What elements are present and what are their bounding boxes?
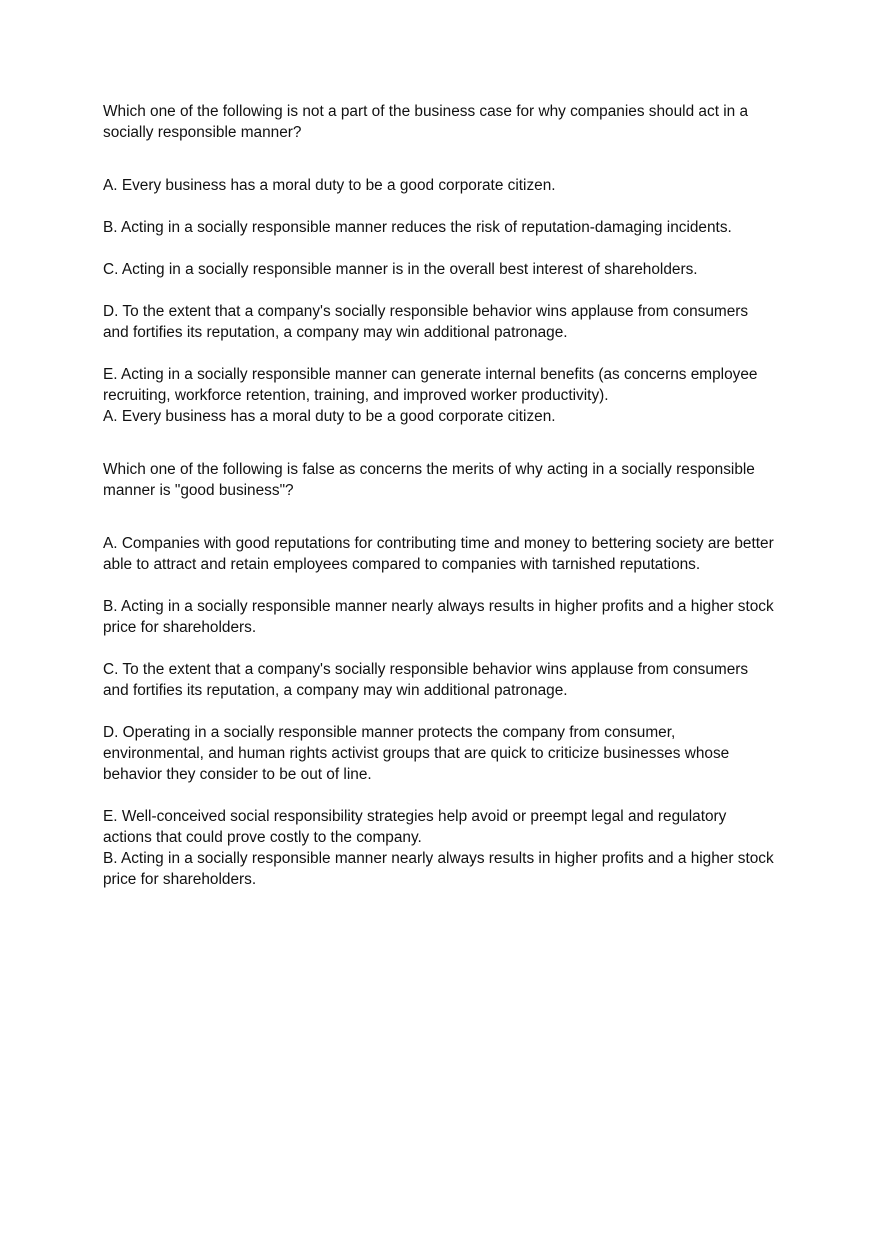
option-c: C. To the extent that a company's socially responsible behavior wins applause from consumers and fortifies its reputation, a company may win additional patronage. (103, 661, 749, 699)
option-e: E. Well-conceived social responsibility strategies help avoid or preempt legal and regulatory actions that could prove costly to the company. (103, 808, 727, 846)
question-block-1 (103, 101, 778, 427)
document-page (103, 101, 778, 890)
question-text: Which one of the following is false as concerns the merits of why acting in a socially responsible manner is "good business"? (103, 461, 755, 499)
option-a: A. Every business has a moral duty to be a good corporate citizen. (103, 177, 556, 194)
option-e: E. Acting in a socially responsible manner can generate internal benefits (as concerns employee recruiting, workforce retention, training, and improved worker productivity). (103, 366, 758, 404)
option-d: D. To the extent that a company's socially responsible behavior wins applause from consumers and fortifies its reputation, a company may win additional patronage. (103, 303, 749, 341)
option-b: B. Acting in a socially responsible manner nearly always results in higher profits and a higher stock price for shareholders. (103, 598, 774, 636)
question-block-2 (103, 459, 778, 890)
option-list (103, 175, 778, 406)
answer-text: B. Acting in a socially responsible manner nearly always results in higher profits and a higher stock price for shareholders. (103, 850, 774, 888)
answer-text: A. Every business has a moral duty to be a good corporate citizen. (103, 408, 556, 425)
option-b: B. Acting in a socially responsible manner reduces the risk of reputation-damaging incidents. (103, 219, 732, 236)
option-a: A. Companies with good reputations for contributing time and money to bettering society are better able to attract and retain employees compared to companies with tarnished reputations. (103, 535, 774, 573)
option-d: D. Operating in a socially responsible manner protects the company from consumer, environmental, and human rights activist groups that are quick to criticize businesses whose behavior they consider to be out of line. (103, 724, 730, 783)
question-text: Which one of the following is not a part of the business case for why companies should act in a socially responsible manner? (103, 103, 749, 141)
option-c: C. Acting in a socially responsible manner is in the overall best interest of shareholders. (103, 261, 698, 278)
option-list (103, 533, 778, 848)
